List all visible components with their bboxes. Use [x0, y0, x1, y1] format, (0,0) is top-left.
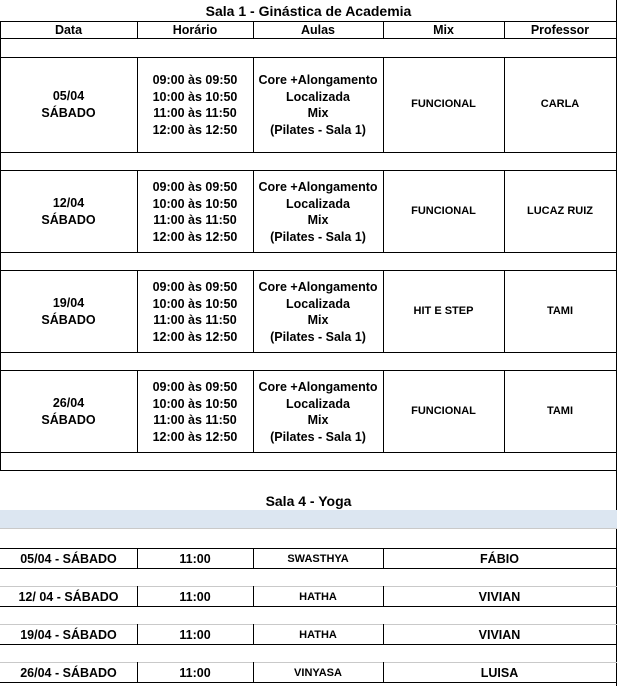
row-mix: FUNCIONAL — [411, 205, 476, 217]
header-mix: Mix — [433, 23, 454, 37]
row-date: 26/04 SÁBADO — [41, 396, 96, 427]
header-data: Data — [54, 23, 83, 37]
yoga-date: 26/04 - SÁBADO — [20, 666, 117, 680]
row-professor: TAMI — [546, 305, 574, 317]
row-aulas: Core +Alongamento Localizada Mix (Pilates - Sala 1) — [258, 73, 378, 137]
row-professor: TAMI — [546, 405, 574, 417]
yoga-date: 19/04 - SÁBADO — [20, 628, 117, 642]
yoga-aula: VINYASA — [294, 667, 342, 679]
yoga-time: 11:00 — [179, 628, 211, 642]
yoga-time: 11:00 — [179, 552, 211, 566]
yoga-professor: LUISA — [480, 666, 519, 680]
yoga-date: 12/ 04 - SÁBADO — [18, 590, 119, 604]
row-times: 09:00 às 09:50 10:00 às 10:50 11:00 às 11:50 12:00 às 12:50 — [152, 180, 238, 244]
row-times: 09:00 às 09:50 10:00 às 10:50 11:00 às 11:50 12:00 às 12:50 — [152, 380, 238, 444]
row-professor: LUCAZ RUIZ — [527, 205, 593, 217]
header-aulas: Aulas — [300, 23, 336, 37]
row-professor: CARLA — [540, 98, 580, 110]
row-date: 12/04 SÁBADO — [41, 196, 96, 227]
header-horario: Horário — [172, 23, 218, 37]
yoga-time: 11:00 — [179, 590, 211, 604]
sala4-title: Sala 4 - Yoga — [265, 493, 352, 509]
yoga-date: 05/04 - SÁBADO — [20, 552, 117, 566]
header-professor: Professor — [530, 23, 590, 37]
row-mix: HIT E STEP — [413, 305, 474, 317]
row-aulas: Core +Alongamento Localizada Mix (Pilates - Sala 1) — [258, 180, 378, 244]
row-mix: FUNCIONAL — [411, 405, 476, 417]
yoga-professor: VIVIAN — [478, 628, 521, 642]
yoga-aula: HATHA — [299, 629, 337, 641]
row-aulas: Core +Alongamento Localizada Mix (Pilates - Sala 1) — [258, 380, 378, 444]
row-times: 09:00 às 09:50 10:00 às 10:50 11:00 às 11:50 12:00 às 12:50 — [152, 280, 238, 344]
row-aulas: Core +Alongamento Localizada Mix (Pilates - Sala 1) — [258, 280, 378, 344]
row-times: 09:00 às 09:50 10:00 às 10:50 11:00 às 11:50 12:00 às 12:50 — [152, 73, 238, 137]
row-date: 05/04 SÁBADO — [41, 89, 96, 120]
yoga-aula: HATHA — [299, 591, 337, 603]
yoga-aula: SWASTHYA — [287, 553, 349, 565]
sala1-title: Sala 1 - Ginástica de Academia — [205, 3, 412, 19]
row-mix: FUNCIONAL — [411, 98, 476, 110]
yoga-professor: VIVIAN — [478, 590, 521, 604]
yoga-time: 11:00 — [179, 666, 211, 680]
row-date: 19/04 SÁBADO — [41, 296, 96, 327]
yoga-professor: FÁBIO — [480, 552, 519, 566]
blue-band — [0, 510, 617, 528]
